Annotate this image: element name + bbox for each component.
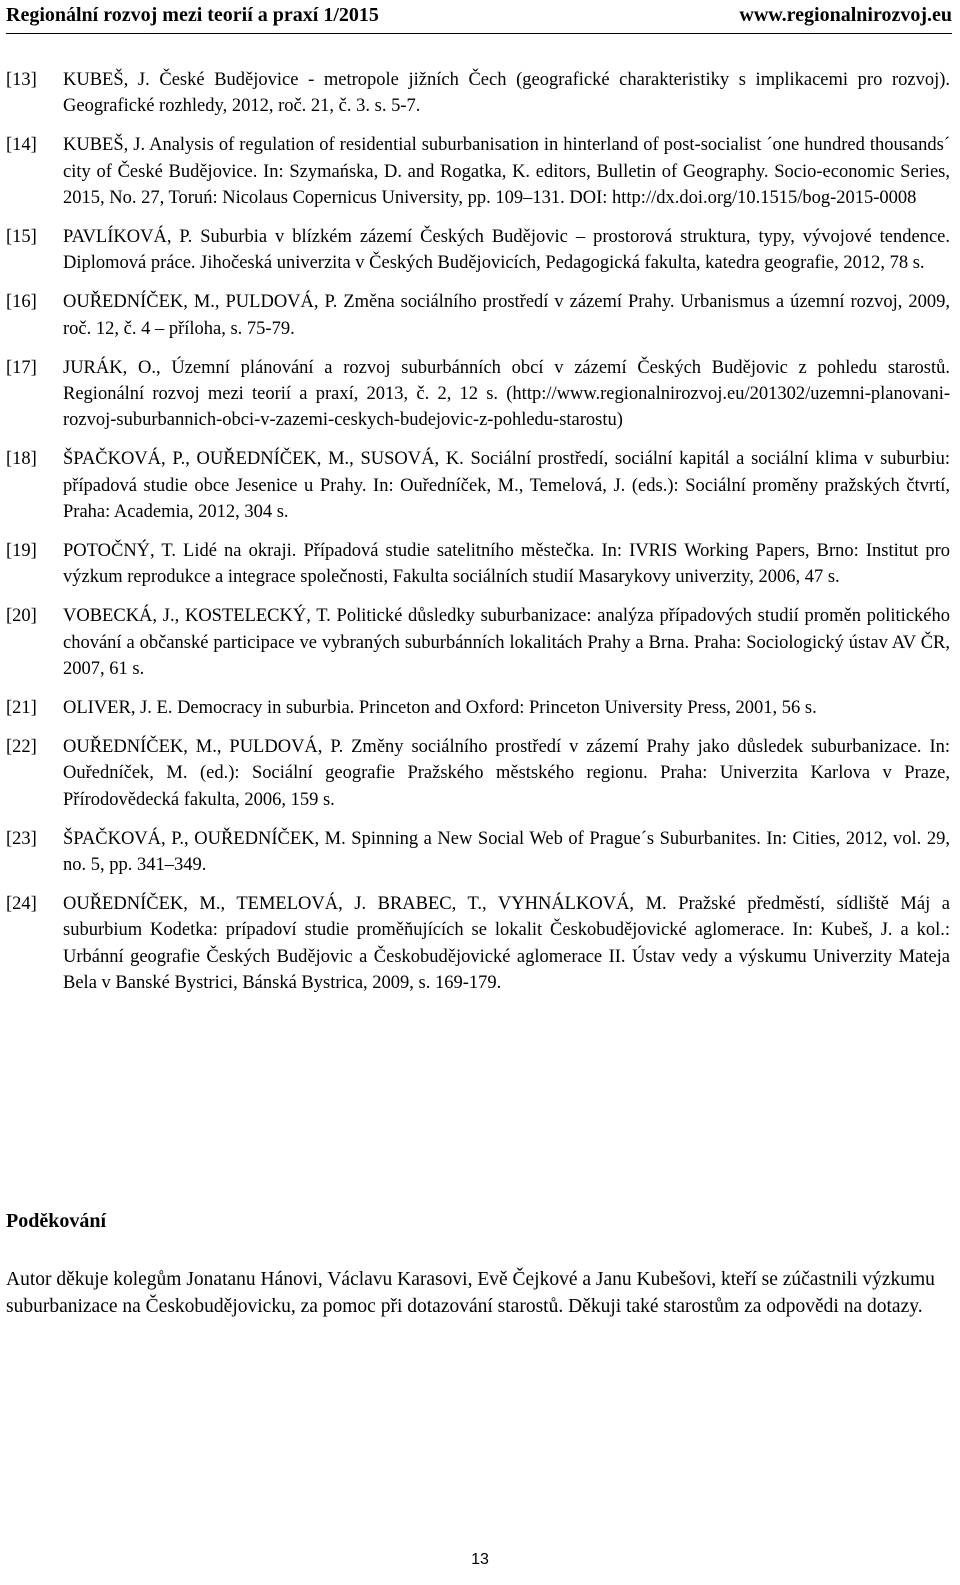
reference-text: KUBEŠ, J. České Budějovice - metropole jižních Čech (geografické charakteristiky s implikacemi pro rozvoj). Geografické rozhledy, 2012, roč. 21, č. 3. s. 5-7. [63,70,950,117]
reference-list [6,67,950,1009]
reference-text: JURÁK, O., Územní plánování a rozvoj suburbánních obcí v zázemí Českých Budějovic z pohledu starostů. Regionální rozvoj mezi teorií a praxí, 2013, č. 2, 12 s. (http://www.regionalnirozvoj.eu/201302/uzemni-planovani-rozvoj-suburbannich-obci-v-zazemi-ceskych-budejovic-z-pohledu-starostu) [63,357,950,431]
reference-text: VOBECKÁ, J., KOSTELECKÝ, T. Politické důsledky suburbanizace: analýza případových studií proměn politického chování a občanské participace ve vybraných suburbánních lokalitách Prahy a Brna. Praha: Sociologický ústav AV ČR, 2007, 61 s. [63,606,950,679]
reference-number: [20] [6,606,37,627]
reference-item [6,355,950,434]
reference-number: [15] [6,227,37,248]
reference-number: [19] [6,541,37,562]
reference-number: [21] [6,698,37,719]
reference-number: [24] [6,894,37,915]
reference-number: [23] [6,828,37,849]
reference-text: POTOČNÝ, T. Lidé na okraji. Případová studie satelitního městečka. In: IVRIS Working Papers, Brno: Institut pro výzkum reprodukce a integrace společnosti, Fakulta sociálních studií Masarykovy univerzity, 2006, 47 s. [63,541,950,588]
reference-text: OLIVER, J. E. Democracy in suburbia. Princeton and Oxford: Princeton University Press, 2001, 56 s. [63,698,817,719]
reference-number: [18] [6,449,37,470]
journal-title: Regionální rozvoj mezi teorií a praxí 1/2015 [6,4,379,26]
reference-number: [16] [6,292,37,313]
acknowledgement-heading: Poděkování [6,1210,107,1232]
reference-item [6,446,950,525]
reference-item [6,826,950,878]
reference-number: [13] [6,70,37,90]
reference-text: OUŘEDNÍČEK, M., PULDOVÁ, P. Změny sociálního prostředí v zázemí Prahy jako důsledek suburbanizace. In: Ouředníček, M. (ed.): Sociální geografie Pražského městského regionu. Praha: Univerzita Karlova v Praze, Přírodovědecká fakulta, 2006, 159 s. [63,737,950,810]
reference-text: PAVLÍKOVÁ, P. Suburbia v blízkém zázemí Českých Budějovic – prostorová struktura, typy, vývojové tendence. Diplomová práce. Jihočeská univerzita v Českých Budějovicích, Pedagogická fakulta, katedra geografie, 2012, 78 s. [63,227,950,274]
reference-item [6,224,950,276]
reference-item [6,538,950,590]
reference-item [6,734,950,813]
acknowledgement-text: Autor děkuje kolegům Jonatanu Hánovi, Václavu Karasovi, Evě Čejkové a Janu Kubešovi, kteří se zúčastnili výzkumu suburbanizace na Českobudějovicku, za pomoc při dotazování starostů. Děkuji také starostům za odpovědi na dotazy. [6,1269,935,1317]
reference-text: OUŘEDNÍČEK, M., TEMELOVÁ, J. BRABEC, T., VYHNÁLKOVÁ, M. Pražské předměstí, sídliště Máj a suburbium Kodetka: prípadoví studie proměňujících se lokalit Českobudějovické aglomerace. In: Kubeš, J. a kol.: Urbánní geografie Českých Budějovic a Českobudějovické aglomerace II. Ústav vedy a výskumu Univerzity Mateja Bela v Banské Bystrici, Bánská Bystrica, 2009, s. 169-179. [63,894,950,993]
reference-text: ŠPAČKOVÁ, P., OUŘEDNÍČEK, M. Spinning a New Social Web of Prague´s Suburbanites. In: Cities, 2012, vol. 29, no. 5, pp. 341–349. [63,828,950,876]
reference-item [6,695,950,721]
reference-text: ŠPAČKOVÁ, P., OUŘEDNÍČEK, M., SUSOVÁ, K. Sociální prostředí, sociální kapitál a sociální klima v suburbiu: případová studie obce Jesenice u Prahy. In: Ouředníček, M., Temelová, J. (eds.): Sociální proměny pražských čtvrtí, Praha: Academia, 2012, 304 s. [63,449,950,522]
reference-text: KUBEŠ, J. Analysis of regulation of residential suburbanisation in hinterland of post-socialist ´one hundred thousands´ city of České Budějovice. In: Szymańska, D. and Rogatka, K. editors, Bulletin of Geography. Socio-economic Series, 2015, No. 27, Toruń: Nicolaus Copernicus University, pp. 109–131. DOI: http://dx.doi.org/10.1515/bog-2015-0008 [63,135,950,208]
reference-number: [22] [6,737,37,758]
reference-item [6,891,950,996]
page-number: 13 [471,1551,489,1568]
reference-number: [17] [6,357,37,378]
running-header [6,0,952,34]
reference-number: [14] [6,135,37,156]
reference-item [6,603,950,682]
reference-text: OUŘEDNÍČEK, M., PULDOVÁ, P. Změna sociálního prostředí v zázemí Prahy. Urbanismus a územní rozvoj, 2009, roč. 12, č. 4 – příloha, s. 75-79. [63,292,950,339]
reference-item [6,289,950,341]
reference-item [6,67,950,119]
journal-website: www.regionalnirozvoj.eu [739,4,952,26]
reference-item [6,132,950,211]
